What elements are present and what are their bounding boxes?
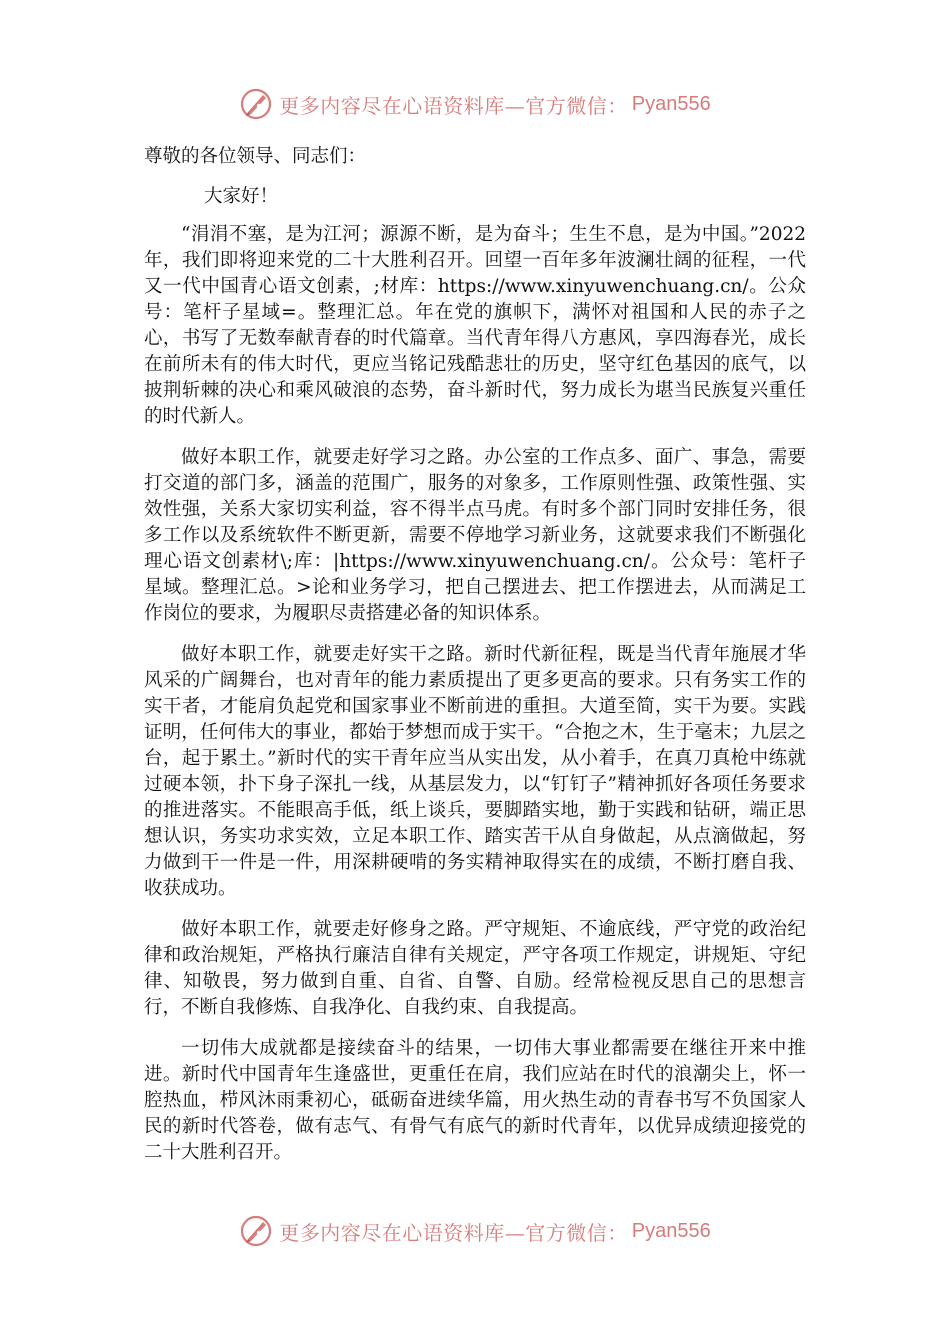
greeting: 大家好！	[204, 186, 279, 207]
paragraph-5: 一切伟大成就都是接续奋斗的结果，一切伟大事业都需要在继往开来中推进。新时代中国青年生逢盛世，更重任在肩，我们应站在时代的浪潮尖上，怀一腔热血，栉风沐雨秉初心，砥砺奋进续华篇，用火热生动的青春书写不负国家人民的新时代答卷，做有志气、有骨气有底气的新时代青年，以优异成绩迎接党的二十大胜利召开。	[144, 1038, 806, 1163]
header-banner-text: 更多内容尽在心语资料库—官方微信：	[279, 93, 628, 118]
header-wechat-id: Pyan556	[631, 92, 711, 115]
footer-banner	[0, 1211, 950, 1251]
paragraph-1: “涓涓不塞，是为江河；源源不断，是为奋斗；生生不息，是为中国。”2022年，我们即将迎来党的二十大胜利召开。回望一百年多年波澜壮阔的征程，一代又一代中国青心语文创素，;材库：https://www.xinyuwenchuang.cn/。公众号：笔杆子星域=。整理汇总。年在党的旗帜下，满怀对祖国和人民的赤子之心，书写了无数奉献青春的时代篇章。当代青年得八方惠风，享四海春光，成长在前所未有的伟大时代，更应当铭记残酷悲壮的历史，坚守红色基因的底气，以披荆斩棘的决心和乘风破浪的态势，奋斗新时代，努力成长为堪当民族复兴重任的时代新人。	[144, 224, 806, 427]
salutation: 尊敬的各位领导、同志们：	[144, 146, 367, 167]
document-body	[144, 142, 806, 1181]
paragraph-4: 做好本职工作，就要走好修身之路。严守规矩、不逾底线，严守党的政治纪律和政治规矩，严格执行廉洁自律有关规定，严守各项工作规定，讲规矩、守纪律、知敬畏，努力做到自重、自省、自警、自励。经常检视反思自己的思想言行，不断自我修炼、自我净化、自我约束、自我提高。	[144, 919, 806, 1018]
footer-wechat-id: Pyan556	[631, 1219, 711, 1242]
paragraph-2: 做好本职工作，就要走好学习之路。办公室的工作点多、面广、事急，需要打交道的部门多，涵盖的范围广，服务的对象多，工作原则性强、政策性强、实效性强，关系大家切实利益，容不得半点马虎。有时多个部门同时安排任务，很多工作以及系统软件不断更新，需要不停地学习新业务，这就要求我们不断强化理心语文创素材\;库：|https://www.xinyuwenchuang.cn/。公众号：笔杆子星域。整理汇总。>论和业务学习，把自己摆进去、把工作摆进去，从而满足工作岗位的要求，为履职尽责搭建必备的知识体系。	[144, 447, 806, 624]
pen-logo-icon	[239, 1214, 273, 1248]
paragraph-3: 做好本职工作，就要走好实干之路。新时代新征程，既是当代青年施展才华风采的广阔舞台，也对青年的能力素质提出了更多更高的要求。只有务实工作的实干者，才能肩负起党和国家事业不断前进的重担。大道至简，实干为要。实践证明，任何伟大的事业，都始于梦想而成于实干。“合抱之木，生于毫末；九层之台，起于累土。”新时代的实干青年应当从实出发，从小着手，在真刀真枪中练就过硬本领，扑下身子深扎一线，从基层发力，以“钉钉子”精神抓好各项任务要求的推进落实。不能眼高手低，纸上谈兵，要脚踏实地，勤于实践和钻研，端正思想认识，务实功求实效，立足本职工作、踏实苦干从自身做起，从点滴做起，努力做到干一件是一件，用深耕硬啃的务实精神取得实在的成绩，不断打磨自我、收获成功。	[144, 644, 806, 899]
pen-logo-icon	[239, 87, 273, 121]
header-banner	[0, 84, 950, 124]
footer-banner-text: 更多内容尽在心语资料库—官方微信：	[279, 1220, 628, 1245]
